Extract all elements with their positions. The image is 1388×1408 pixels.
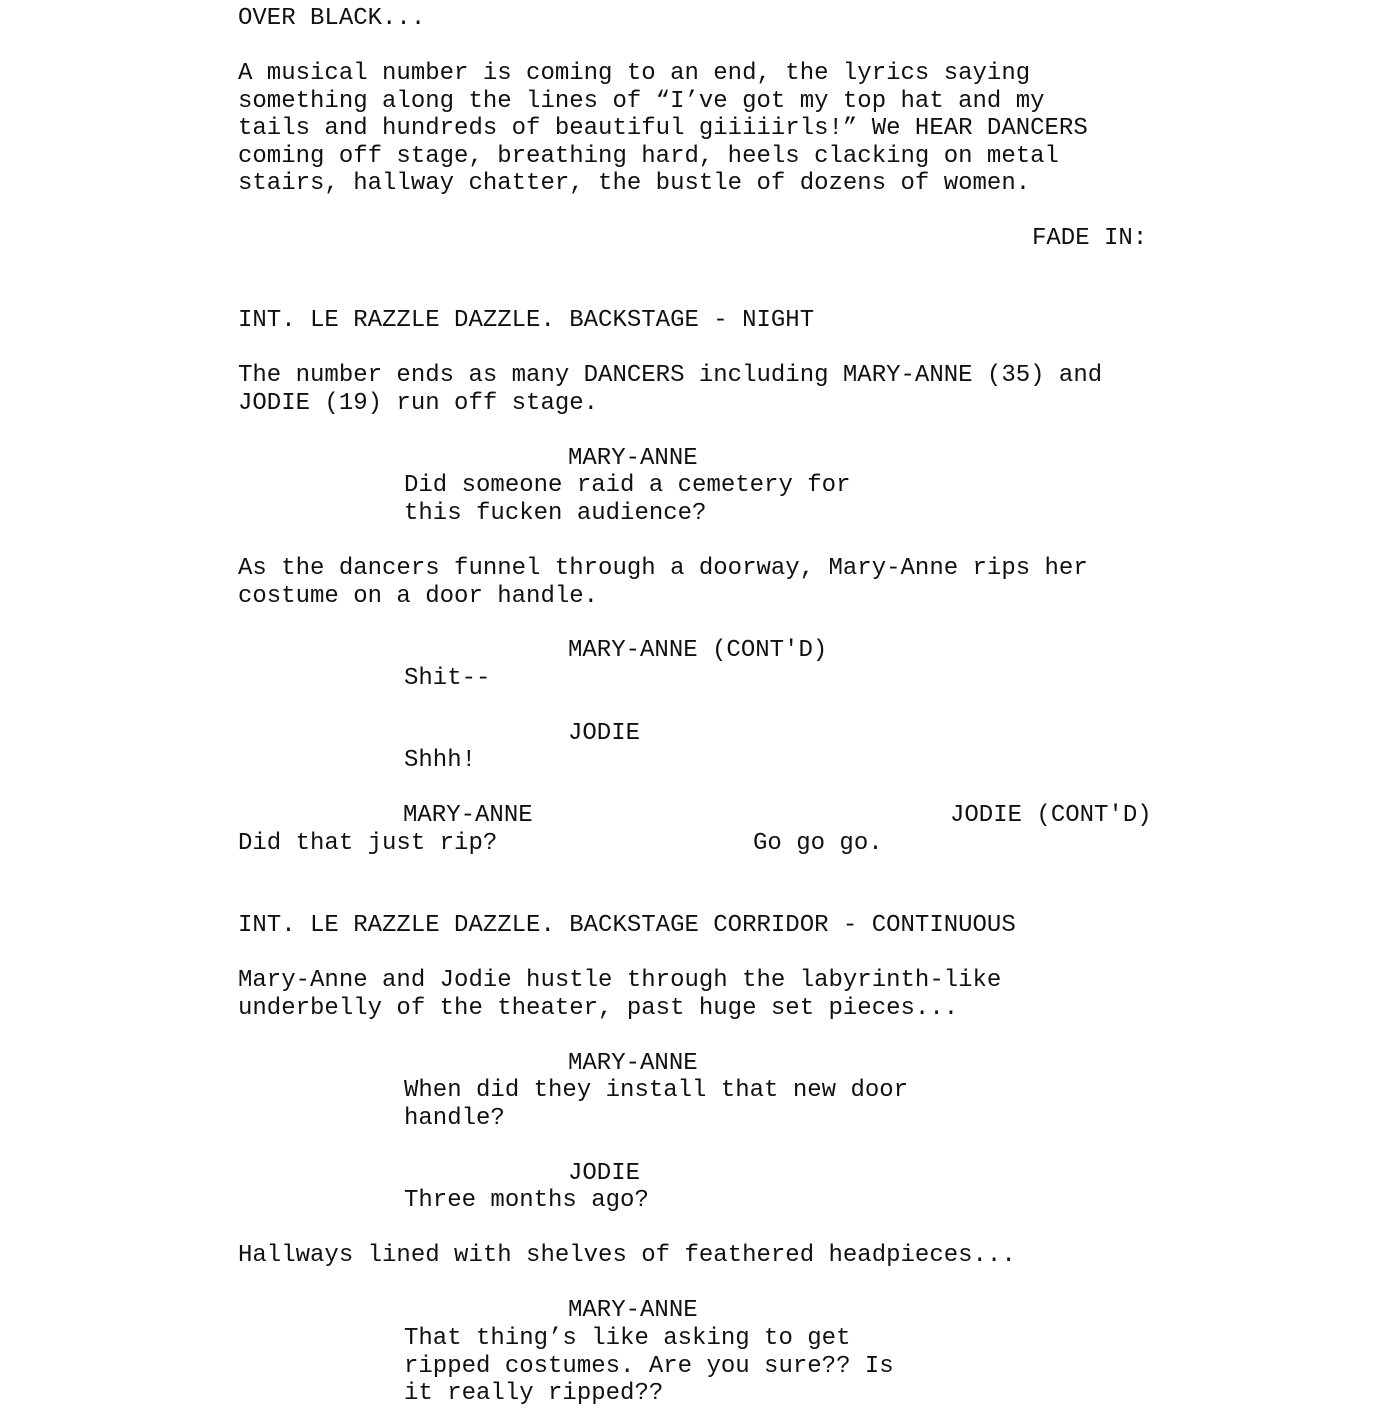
transition-fade-in: FADE IN:: [1032, 225, 1148, 252]
dialogue-block: [404, 1325, 964, 1408]
dialogue-line: Three months ago?: [404, 1187, 649, 1214]
action-line: coming off stage, breathing hard, heels clacking on metal: [238, 142, 1059, 170]
character-name: MARY-ANNE: [568, 1297, 698, 1324]
action-line: JODIE (19) run off stage.: [238, 389, 599, 417]
action-line: underbelly of the theater, past huge set pieces...: [238, 994, 959, 1022]
action-line: Hallways lined with shelves of feathered headpieces...: [238, 1242, 1016, 1269]
action-line: Mary-Anne and Jodie hustle through the labyrinth-like: [238, 967, 1002, 994]
dual-dialogue-left-character: MARY-ANNE: [403, 802, 533, 829]
character-name: JODIE: [568, 1160, 641, 1187]
dialogue-line: ripped costumes. Are you sure?? Is: [404, 1352, 894, 1380]
scene-heading: INT. LE RAZZLE DAZZLE. BACKSTAGE - NIGHT: [238, 307, 815, 334]
action-block: [238, 60, 1238, 198]
dialogue-line: this fucken audience?: [404, 499, 707, 527]
action-block: [238, 362, 1238, 417]
dialogue-line: it really ripped??: [404, 1380, 664, 1407]
action-line: something along the lines of “I’ve got my top hat and my: [238, 87, 1045, 115]
dialogue-block: [404, 472, 964, 527]
over-black-line: OVER BLACK...: [238, 5, 426, 32]
action-line: The number ends as many DANCERS including MARY-ANNE (35) and: [238, 362, 1103, 389]
dialogue-line: When did they install that new door: [404, 1077, 909, 1104]
dialogue-line: Did someone raid a cemetery for: [404, 472, 851, 499]
character-name: MARY-ANNE (CONT'D): [568, 637, 828, 664]
action-line: A musical number is coming to an end, the lyrics saying: [238, 60, 1031, 87]
dialogue-line: handle?: [404, 1104, 505, 1132]
dialogue-block: [404, 1077, 964, 1132]
dialogue-line: That thing’s like asking to get: [404, 1325, 851, 1352]
dual-dialogue-right-line: Go go go.: [753, 830, 883, 857]
dual-dialogue-left-line: Did that just rip?: [238, 830, 498, 857]
scene-heading: INT. LE RAZZLE DAZZLE. BACKSTAGE CORRIDOR - CONTINUOUS: [238, 912, 1016, 939]
action-line: As the dancers funnel through a doorway, Mary-Anne rips her: [238, 555, 1088, 582]
character-name: JODIE: [568, 720, 641, 747]
dialogue-line: Shhh!: [404, 747, 477, 774]
dialogue-line: Shit--: [404, 665, 491, 692]
action-block: [238, 967, 1238, 1022]
character-name: MARY-ANNE: [568, 445, 698, 472]
action-line: costume on a door handle.: [238, 582, 599, 610]
action-line: stairs, hallway chatter, the bustle of dozens of women.: [238, 170, 1031, 197]
action-line: tails and hundreds of beautiful giiiiirls!” We HEAR DANCERS: [238, 115, 1088, 142]
dual-dialogue-right-character: JODIE (CONT'D): [950, 802, 1152, 829]
character-name: MARY-ANNE: [568, 1050, 698, 1077]
action-block: [238, 555, 1238, 610]
